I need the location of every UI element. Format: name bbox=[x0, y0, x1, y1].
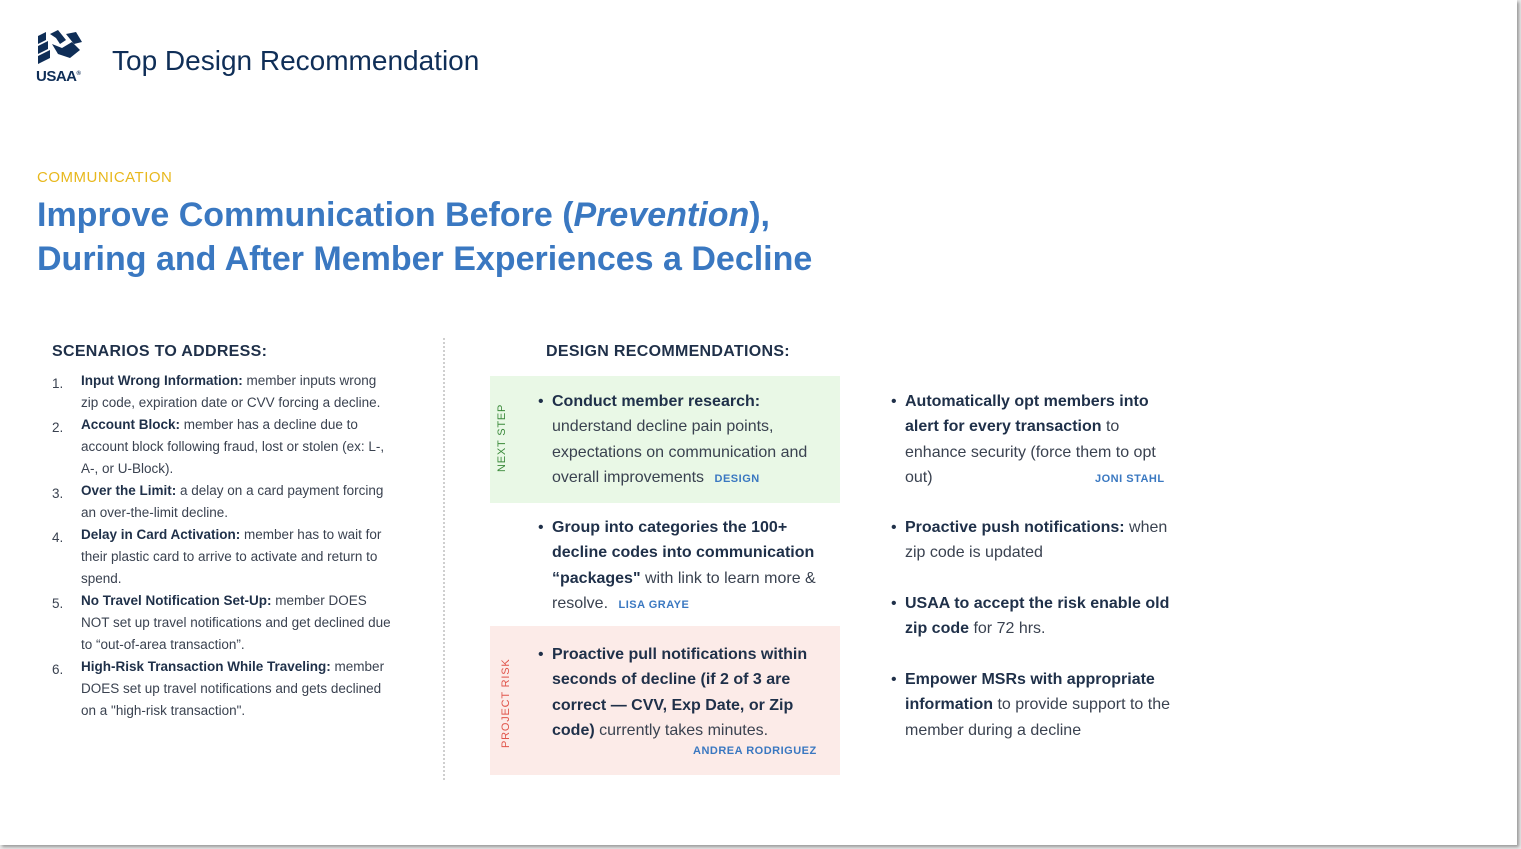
recommendation-bold: USAA to accept the risk enable old zip code bbox=[905, 595, 1170, 638]
list-item-bold: Delay in Card Activation: bbox=[81, 527, 241, 542]
owner-tag: JONI STAHL bbox=[1095, 473, 1165, 485]
list-number: 6. bbox=[52, 662, 64, 677]
recommendation-text: to enhance security (force them to opt out) bbox=[905, 418, 1156, 486]
list-item-bold: High-Risk Transaction While Traveling: bbox=[81, 659, 331, 674]
recommendation-text: for 72 hrs. bbox=[969, 620, 1046, 638]
recommendation-bold: Group into categories the 100+ decline codes into communication “packages" bbox=[552, 519, 815, 587]
list-item-text: member has a decline due to account block following fraud, lost or stolen (ex: L-, A-, or U-Block). bbox=[81, 417, 385, 476]
list-item bbox=[52, 590, 397, 656]
page-title: Top Design Recommendation bbox=[112, 45, 480, 76]
list-item-bold: Over the Limit: bbox=[81, 483, 177, 498]
list-item bbox=[52, 480, 397, 524]
list-item bbox=[52, 524, 397, 590]
bullet: • bbox=[538, 393, 544, 410]
recommendation-bold: Conduct member research: bbox=[552, 393, 761, 410]
owner-tag: DESIGN bbox=[714, 472, 760, 485]
bullet: • bbox=[538, 646, 544, 663]
recommendation-text: to provide support to the member during a decline bbox=[905, 696, 1170, 739]
recommendation-item bbox=[538, 515, 827, 618]
list-item-text: member has to wait for their plastic card to arrive to activate and return to spend. bbox=[81, 527, 382, 586]
headline bbox=[37, 193, 937, 281]
column-divider bbox=[443, 338, 445, 780]
list-item bbox=[52, 656, 397, 722]
recommendation-bold: Automatically opt members into alert for every transaction bbox=[905, 393, 1149, 436]
list-item-bold: No Travel Notification Set-Up: bbox=[81, 593, 272, 608]
recommendation-text: with link to learn more & resolve. bbox=[552, 569, 816, 612]
owner-tag: LISA GRAYE bbox=[618, 598, 690, 611]
recommendation-item bbox=[891, 667, 1170, 743]
recommendation-item bbox=[891, 515, 1170, 566]
headline-line1-a: Improve Communication Before ( bbox=[37, 196, 574, 234]
recommendation-text: understand decline pain points, expectations on communication and overall improvements bbox=[552, 418, 808, 486]
list-number: 5. bbox=[52, 596, 64, 611]
headline-line2: During and After Member Experiences a Decline bbox=[37, 240, 813, 278]
next-step-label: NEXT STEP bbox=[496, 403, 508, 472]
recommendation-text: currently takes minutes. bbox=[594, 721, 769, 739]
recommendations-title: DESIGN RECOMMENDATIONS: bbox=[546, 343, 790, 360]
list-item-text: member DOES set up travel notifications and gets declined on a "high-risk transaction". bbox=[81, 659, 385, 718]
scenarios-list bbox=[52, 370, 397, 722]
list-item-text: member inputs wrong zip code, expiration date or CVV forcing a decline. bbox=[81, 373, 381, 410]
project-risk-label: PROJECT RISK bbox=[500, 658, 512, 748]
category-label: COMMUNICATION bbox=[37, 169, 173, 186]
list-item-bold: Account Block: bbox=[81, 417, 181, 432]
list-number: 3. bbox=[52, 486, 64, 501]
recommendation-item bbox=[538, 389, 822, 492]
recommendation-item bbox=[891, 591, 1170, 642]
list-item bbox=[52, 414, 397, 480]
bullet: • bbox=[891, 519, 897, 536]
owner-tag: ANDREA RODRIGUEZ bbox=[693, 745, 817, 757]
recommendation-item bbox=[538, 642, 827, 743]
list-item bbox=[52, 370, 397, 414]
bullet: • bbox=[891, 671, 897, 688]
recommendation-bold: Empower MSRs with appropriate information bbox=[905, 671, 1155, 714]
headline-line1-b: ), bbox=[749, 196, 771, 234]
headline-emphasis: Prevention bbox=[573, 196, 750, 234]
bullet: • bbox=[891, 393, 897, 410]
list-item-text: a delay on a card payment forcing an over-the-limit decline. bbox=[81, 483, 384, 520]
recommendation-text: when zip code is updated bbox=[905, 519, 1168, 562]
list-number: 2. bbox=[52, 420, 64, 435]
list-number: 1. bbox=[52, 376, 64, 391]
recommendation-bold: Proactive push notifications: bbox=[905, 519, 1125, 536]
list-item-text: member DOES NOT set up travel notifications and get declined due to “out-of-area transaction”. bbox=[81, 593, 391, 652]
recommendation-bold: Proactive pull notifications within seconds of decline (if 2 of 3 are correct — CVV, Exp Date, or Zip code) bbox=[552, 646, 808, 739]
logo-wordmark: USAA® bbox=[36, 68, 81, 85]
scenarios-title: SCENARIOS TO ADDRESS: bbox=[52, 343, 268, 360]
list-number: 4. bbox=[52, 530, 64, 545]
bullet: • bbox=[891, 595, 897, 612]
bullet: • bbox=[538, 519, 544, 536]
list-item-bold: Input Wrong Information: bbox=[81, 373, 243, 388]
